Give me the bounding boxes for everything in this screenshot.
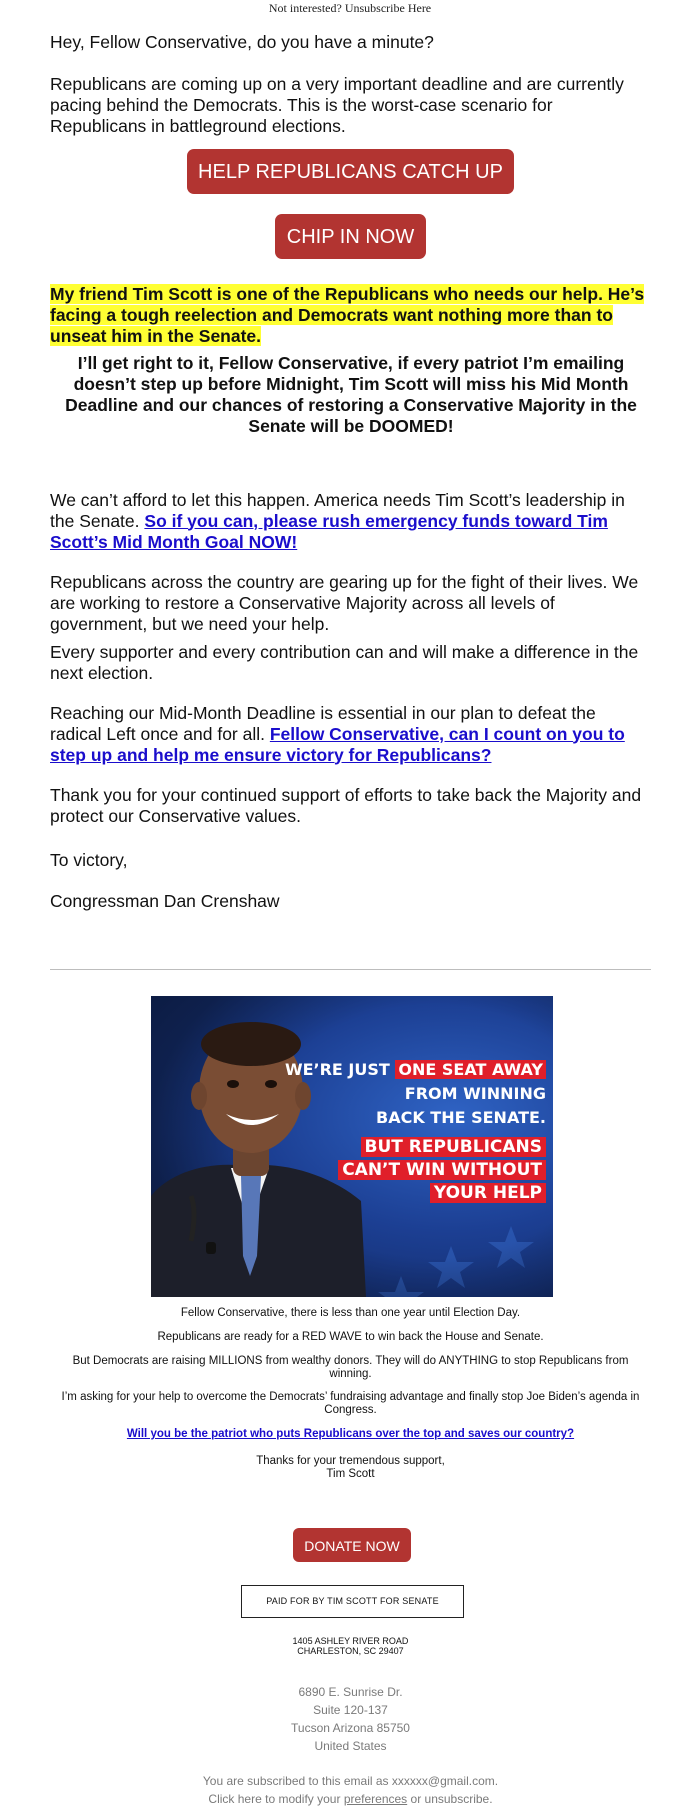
paragraph-2: Republicans across the country are gearing up for the fight of their lives. We are working to restore a Conservative Majority across all levels of government, but we need your help.: [50, 571, 639, 634]
paragraph-1: [50, 490, 652, 553]
email-body: [50, 30, 652, 826]
hero-line2: FROM WINNING: [404, 1084, 546, 1103]
hero-line1a: WE’RE JUST: [284, 1060, 396, 1079]
modify-preferences: [50, 1790, 651, 1808]
address-b-1: 6890 E. Sunrise Dr.: [298, 1685, 403, 1699]
paid-for-box: PAID FOR BY TIM SCOTT FOR SENATE: [241, 1585, 464, 1618]
help-republicans-button[interactable]: HELP REPUBLICANS CATCH UP: [187, 149, 514, 194]
modify-prefix: Click here to modify your: [208, 1792, 344, 1806]
count-on-you-link[interactable]: Fellow Conservative, can I count on you to step up and help me ensure victory for Republicans?: [50, 723, 625, 765]
preferences-link[interactable]: preferences: [343, 1792, 408, 1806]
highlight-paragraph: [50, 284, 652, 347]
highlight-text: My friend Tim Scott is one of the Republicans who needs our help. He’s facing a tough reelection and Democrats want nothing more than to unseat him in the Senate.: [50, 283, 645, 346]
subscribed-text: You are subscribed to this email as xxxxxx@gmail.com.: [202, 1774, 499, 1788]
footer-line-4: I’m asking for your help to overcome the Democrats’ fundraising advantage and finally stop Joe Biden’s agenda in Congress.: [61, 1391, 640, 1416]
address-b-3: Tucson Arizona 85750: [291, 1721, 410, 1735]
greeting: Hey, Fellow Conservative, do you have a minute?: [50, 32, 434, 52]
donate-button[interactable]: DONATE NOW: [293, 1528, 411, 1562]
chip-in-button[interactable]: CHIP IN NOW: [275, 214, 426, 259]
paragraph-4: [50, 703, 652, 766]
footer-sign: Tim Scott: [326, 1468, 375, 1480]
urgent-paragraph: I’ll get right to it, Fellow Conservative, if every patriot I’m emailing doesn’t step up before Midnight, Tim Scott will miss his Mid Month Deadline and our chances of restoring a Conservative Majority in the Senate will be DOOMED!: [65, 352, 637, 436]
hero-line4: BUT REPUBLICANS: [361, 1137, 546, 1157]
closing: To victory,: [50, 849, 128, 870]
patriot-link[interactable]: Will you be the patriot who puts Republicans over the top and saves our country?: [126, 1428, 575, 1440]
unsubscribe-link[interactable]: Not interested? Unsubscribe Here: [268, 1, 432, 15]
hero-text: [276, 1058, 546, 1205]
rush-funds-link[interactable]: So if you can, please rush emergency funds toward Tim Scott’s Mid Month Goal NOW!: [50, 510, 608, 552]
hero-line6: YOUR HELP: [430, 1183, 546, 1203]
paragraph-3: Every supporter and every contribution can and will make a difference in the next election.: [50, 641, 639, 683]
hero-line1b: ONE SEAT AWAY: [395, 1060, 546, 1079]
paragraph-4-text: Reaching our Mid-Month Deadline is essential in our plan to defeat the radical Left once and for all.: [50, 702, 596, 744]
hero-image[interactable]: [151, 996, 553, 1297]
footer-line-1: Fellow Conservative, there is less than one year until Election Day.: [180, 1307, 521, 1319]
footer-line-2: Republicans are ready for a RED WAVE to win back the House and Senate.: [157, 1331, 544, 1343]
paragraph-5: Thank you for your continued support of efforts to take back the Majority and protect our Conservative values.: [50, 784, 642, 826]
address-b-4: United States: [314, 1739, 387, 1753]
hero-line3: BACK THE SENATE.: [376, 1108, 546, 1127]
address-line-1: 1405 ASHLEY RIVER ROAD: [292, 1636, 409, 1646]
hero-line5: CAN’T WIN WITHOUT: [338, 1160, 546, 1180]
modify-suffix[interactable]: or unsubscribe.: [407, 1792, 493, 1806]
address-b-2: Suite 120-137: [313, 1703, 388, 1717]
footer-line-3: But Democrats are raising MILLIONS from wealthy donors. They will do ANYTHING to stop Republicans from winning.: [72, 1355, 629, 1380]
address-line-2: CHARLESTON, SC 29407: [297, 1646, 404, 1656]
signature: Congressman Dan Crenshaw: [50, 890, 280, 911]
intro-paragraph: Republicans are coming up on a very important deadline and are currently pacing behind the Democrats. This is the worst-case scenario for Republicans in battleground elections.: [50, 74, 624, 136]
footer-thanks: Thanks for your tremendous support,: [256, 1455, 445, 1467]
footer-link[interactable]: [50, 1428, 651, 1441]
paragraph-1-text: We can’t afford to let this happen. America needs Tim Scott’s leadership in the Senate.: [50, 489, 625, 531]
divider: [50, 969, 651, 970]
